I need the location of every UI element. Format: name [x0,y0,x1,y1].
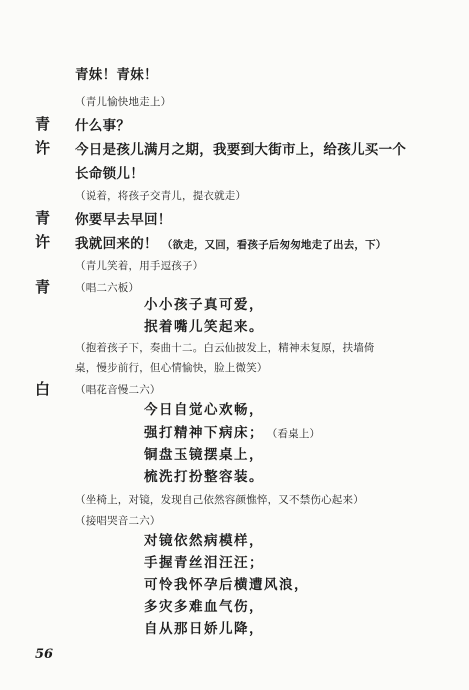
stage-direction: （接唱哭音二六） [75,515,161,527]
inline-stage-direction: （欲走，又回，看孩子后匆匆地走了出去，下） [161,239,387,251]
speaker-label: 许 [35,233,51,251]
verse-line: 抿着嘴儿笑起来。 [144,319,264,335]
verse-line: 今日自觉心欢畅， [144,402,264,418]
stage-direction: （青儿笑着，用手逗孩子） [75,260,204,272]
speaker-label: 白 [35,380,51,398]
stage-direction: （抱着孩子下，奏曲十二。白云仙披发上，精神未复原，扶墙倚 [75,342,375,354]
speaker-label: 许 [35,139,51,157]
verse-line: 手握青丝泪汪汪； [144,555,264,571]
verse-line: 可怜我怀孕后横遭风浪， [144,577,309,593]
dialogue-line: 今日是孩儿满月之期，我要到大街市上，给孩儿买一个 [75,142,407,158]
verse-line: 自从那日娇儿降， [144,621,264,637]
dialogue-line: 青妹！青妹！ [75,67,158,83]
dialogue-line: 我就回来的！ （欲走，又回，看孩子后匆匆地走了出去，下） [75,236,387,252]
dialogue-line: 你要早去早回！ [75,212,172,228]
verse-line: 对镜依然病模样， [144,533,264,549]
stage-direction: （唱二六板） [75,282,140,294]
stage-direction: （坐椅上，对镜，发现自己依然容颜憔悴，又不禁伤心起来） [75,494,364,506]
page-number: 56 [35,647,54,662]
stage-direction: 桌，慢步前行，但心情愉快，脸上微笑） [75,362,268,374]
verse-line: 梳洗打扮整容装。 [144,469,264,485]
verse-line: 小小孩子真可爱， [144,297,264,313]
speaker-label: 青 [35,209,51,227]
verse-line: 多灾多难血气伤， [144,599,264,615]
stage-direction: （唱花音慢二六） [75,384,161,396]
inline-stage-direction: （看桌上） [272,428,321,440]
speaker-label: 青 [35,278,51,296]
speaker-label: 青 [35,115,51,133]
verse-line: 强打精神下病床； （看桌上） [144,425,321,441]
dialogue-line: 长命锁儿！ [75,166,144,182]
dialogue-line: 什么事？ [75,118,131,134]
stage-direction: （青儿愉快地走上） [75,96,172,108]
stage-direction: （说着，将孩子交青儿，提衣就走） [75,190,247,202]
verse-line: 铜盘玉镜摆桌上， [144,447,264,463]
